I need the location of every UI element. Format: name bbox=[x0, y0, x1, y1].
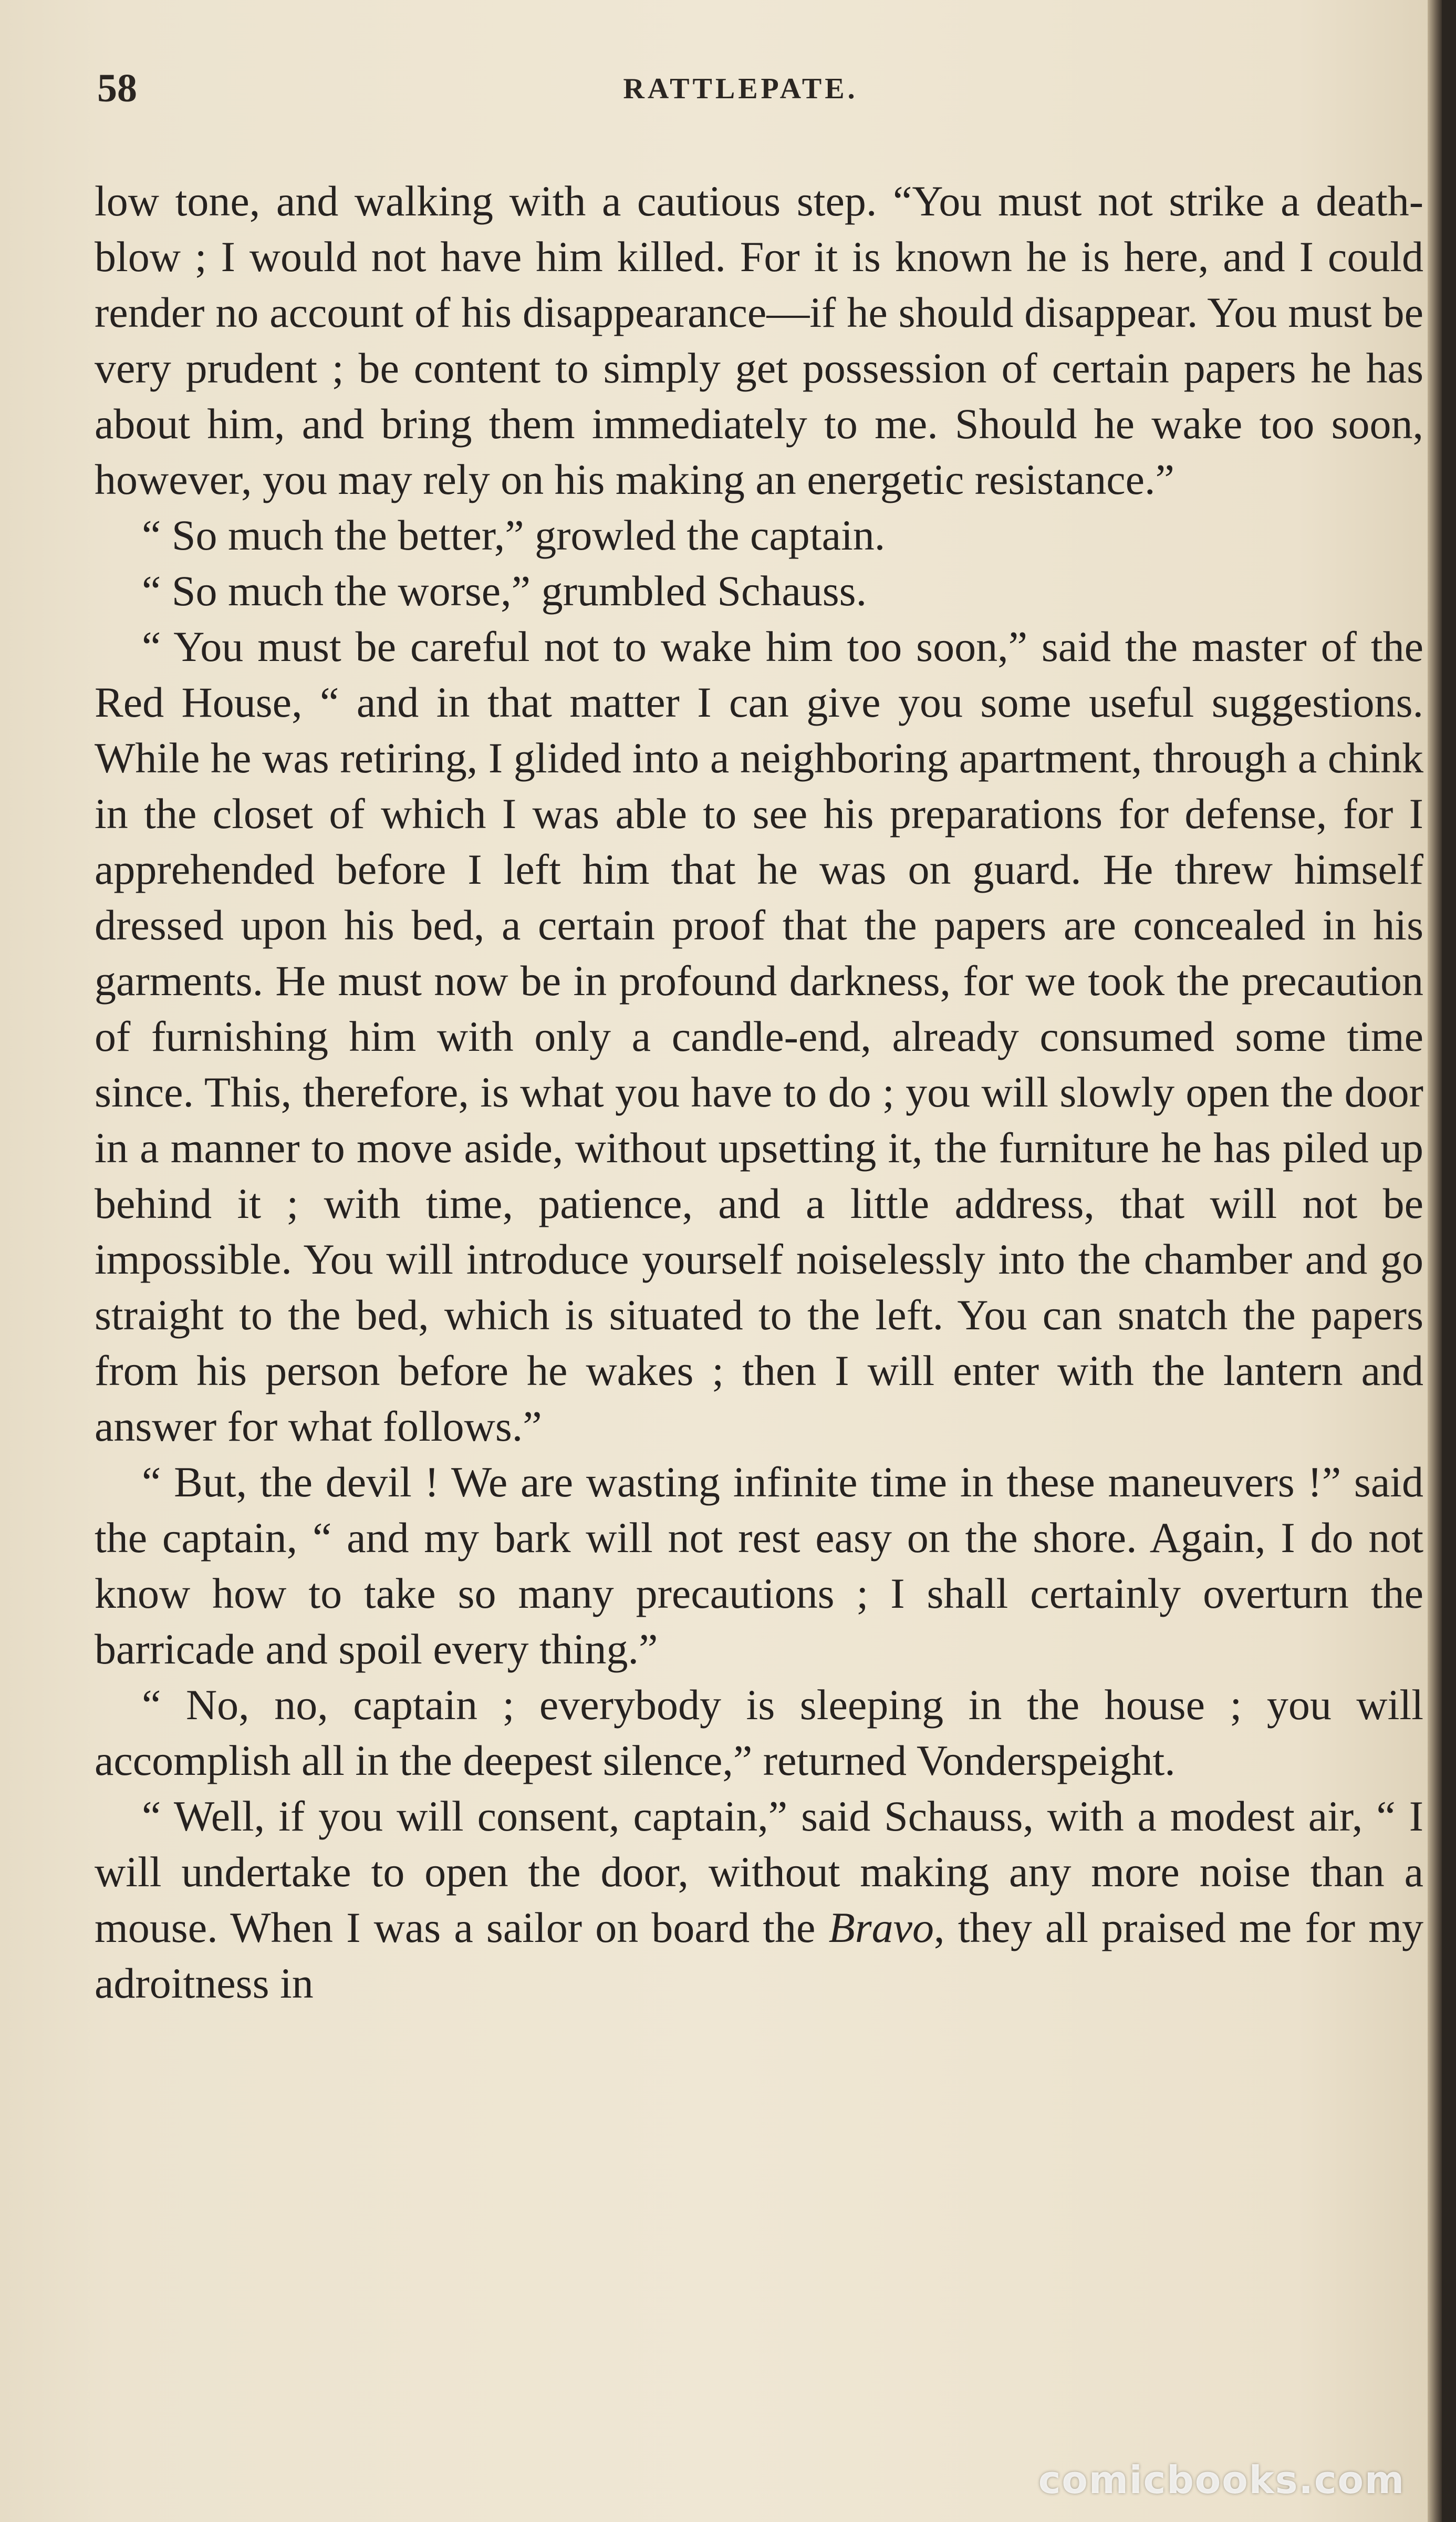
paragraph-tail: , they all praised me for my adroitness in bbox=[95, 1904, 1423, 2007]
running-title: RATTLEPATE. bbox=[623, 73, 858, 105]
running-head bbox=[97, 66, 1384, 123]
paragraph: low tone, and walking with a cautious step. “You must not strike a death-blow ; I would not have him killed. For it is known he is here, and I could render no account of his disappearance—if he should disappear. You must be very prudent ; be content to simply get possession of certain papers he has about him, and bring them immediately to me. Should he wake too soon, however, you may rely on his making an energetic resistance.” bbox=[95, 177, 1423, 503]
watermark: comicbooks.com bbox=[1038, 2458, 1405, 2502]
paragraph-last bbox=[95, 1789, 1423, 2011]
paragraph: “ No, no, captain ; everybody is sleeping in the house ; you will accomplish all in the deepest silence,” returned Vonderspeight. bbox=[95, 1681, 1423, 1784]
ship-name: Bravo bbox=[828, 1904, 934, 1951]
paragraph: “ You must be careful not to wake him too soon,” said the master of the Red House, “ and in that matter I can give you some useful suggestions. While he was retiring, I glided into a neighboring apartment, through a chink in the closet of which I was able to see his preparations for defense, for I apprehended before I left him that he was on guard. He threw himself dressed upon his bed, a certain proof that the papers are concealed in his garments. He must now be in profound darkness, for we took the precaution of furnishing him with only a candle-end, already consumed some time since. This, therefore, is what you have to do ; you will slowly open the door in a manner to move aside, without upsetting it, the furniture he has piled up behind it ; with time, patience, and a little address, that will not be impossible. You will introduce yourself noiselessly into the chamber and go straight to the bed, which is situated to the left. You can snatch the papers from his person before he wakes ; then I will enter with the lantern and answer for what follows.” bbox=[95, 623, 1423, 1450]
paragraph-text: “ Well, if you will consent, captain,” said Schauss, with a modest air, “ I will undertake to open the door, without making any more noise than a mouse. When I was a sailor on board the bbox=[95, 1792, 1423, 1951]
body-text bbox=[95, 173, 1423, 2011]
page-edge bbox=[1428, 0, 1442, 2522]
paragraph: “ So much the better,” growled the captain. bbox=[142, 511, 886, 559]
page-number: 58 bbox=[97, 66, 137, 110]
paragraph: “ But, the devil ! We are wasting infinite time in these maneuvers !” said the captain, “ and my bark will not rest easy on the shore. Again, I do not know how to take so many precautions ; I shall certainly overturn the barricade and spoil every thing.” bbox=[95, 1458, 1423, 1673]
paragraph: “ So much the worse,” grumbled Schauss. bbox=[142, 567, 867, 615]
